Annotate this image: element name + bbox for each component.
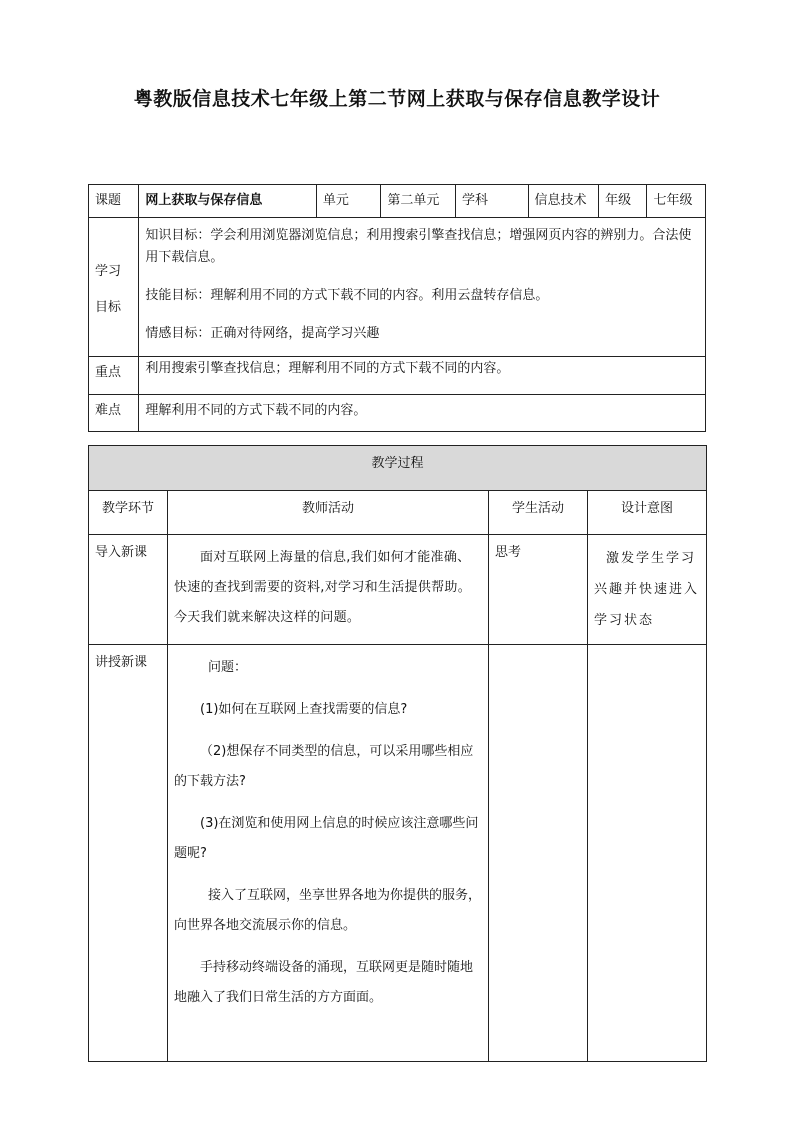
objectives-label: [89, 218, 139, 357]
header-stage: 教学环节: [89, 491, 168, 535]
lecture-student-activity: [489, 645, 588, 1062]
header-design-intent: 设计意图: [588, 491, 707, 535]
lecture-teacher-activity: [168, 645, 489, 1062]
lecture-question-heading: 问题：: [208, 660, 248, 675]
lecture-paragraph-2: 手持移动终端设备的涌现，互联网更是随时随地地融入了我们日常生活的方方面面。: [174, 960, 474, 1005]
key-label: 重点: [89, 357, 139, 395]
section-header-teaching-process: 教学过程: [89, 446, 707, 491]
objectives-label-line1: 学习: [95, 264, 122, 279]
subject-value: 信息技术: [528, 185, 599, 218]
unit-value: 第二单元: [381, 185, 456, 218]
objective-skill: 技能目标：理解利用不同的方式下载不同的内容。利用云盘转存信息。: [145, 288, 549, 303]
lecture-question-3: (3)在浏览和使用网上信息的时候应该注意哪些问题呢?: [174, 816, 479, 861]
subject-label: 学科: [455, 185, 528, 218]
intro-stage: 导入新课: [89, 535, 168, 645]
topic-label: 课题: [89, 185, 139, 218]
intro-intent-text: 激发学生学习兴趣并快速进入学习状态: [594, 551, 700, 628]
topic-value: 网上获取与保存信息: [139, 185, 316, 218]
header-teacher-activity: 教师活动: [168, 491, 489, 535]
lecture-stage: 讲授新课: [89, 645, 168, 1062]
objective-knowledge: 知识目标：学会利用浏览器浏览信息；利用搜索引擎查找信息；增强网页内容的辨别力。合法使用下载信息。: [145, 228, 692, 265]
difficulty-value: 理解利用不同的方式下载不同的内容。: [139, 395, 706, 432]
unit-label: 单元: [316, 185, 381, 218]
document-title: 粤教版信息技术七年级上第二节网上获取与保存信息教学设计: [133, 88, 661, 110]
teaching-process-table: [88, 445, 707, 1062]
key-value: 利用搜索引擎查找信息；理解利用不同的方式下载不同的内容。: [139, 357, 706, 395]
intro-teacher-text: 面对互联网上海量的信息,我们如何才能准确、快速的查找到需要的资料,对学习和生活提供帮助。今天我们就来解决这样的问题。: [174, 550, 472, 625]
course-info-table: [88, 184, 706, 432]
objectives-content: [139, 218, 706, 357]
objective-emotion: 情感目标：正确对待网络，提高学习兴趣: [145, 326, 380, 341]
intro-teacher-activity: [168, 535, 489, 645]
lecture-question-2: （2)想保存不同类型的信息，可以采用哪些相应的下载方法?: [174, 744, 474, 789]
grade-value: 七年级: [647, 185, 706, 218]
header-student-activity: 学生活动: [489, 491, 588, 535]
grade-label: 年级: [599, 185, 647, 218]
objectives-label-line2: 目标: [95, 300, 122, 315]
intro-student-activity: 思考: [489, 535, 588, 645]
lecture-paragraph-1: 接入了互联网，坐享世界各地为你提供的服务，向世界各地交流展示你的信息。: [174, 888, 482, 933]
intro-design-intent: [588, 535, 707, 645]
lecture-question-1: (1)如何在互联网上查找需要的信息?: [200, 702, 408, 717]
lecture-design-intent: [588, 645, 707, 1062]
difficulty-label: 难点: [89, 395, 139, 432]
